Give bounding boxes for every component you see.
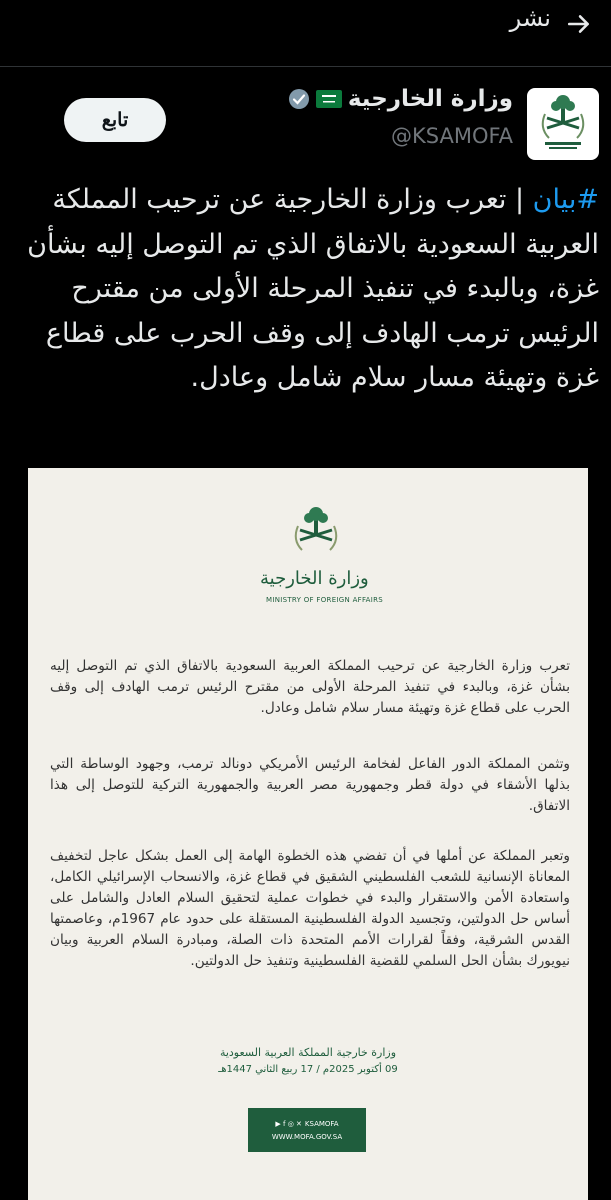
follow-button[interactable]: تابع — [64, 98, 166, 142]
divider — [0, 66, 611, 67]
social-icons: ▶ f ◎ ✕ — [275, 1119, 302, 1128]
ministry-logo-icon — [535, 94, 591, 154]
doc-paragraph-2: وتثمن المملكة الدور الفاعل لفخامة الرئيس الأمريكي دونالد ترمب، وجهود الوساطة التي بذلها الأشقاء في دولة قطر وجمهورية مصر العربية والجمهورية التركية للتوصل إلى هذا الاتفاق. — [50, 756, 570, 814]
top-bar — [0, 0, 611, 48]
footer-url: WWW.MOFA.GOV.SA — [271, 1132, 343, 1141]
doc-paragraph-3: وتعبر المملكة عن أملها في أن تفضي هذه الخطوة الهامة إلى العمل بشكل عاجل لتخفيف المعاناة الإنسانية للشعب الفلسطيني الشقيق في قطاع غزة، والانسحاب الإسرائيلي الكامل، واستعادة الأمن والاستقرار والبدء في خطوات عملية لتحقيق السلام العادل والشامل على أساس حل الدولتين، وتجسيد الدولة الفلسطينية المستقلة على حدود عام 1967م، وعاصمتها القدس الشرقية، وفقاً لقرارات الأمم المتحدة ذات الصلة، ومبادرة السلام العربية وبيان نيويورك بشأن الحل السلمي للقضية الفلسطينية وتنفيذ حل الدولتين. — [50, 848, 570, 969]
tweet-text — [11, 178, 599, 401]
verified-badge-icon — [288, 88, 310, 110]
doc-date: 09 أكتوبر 2025م / 17 ربيع الثاني 1447هـ — [218, 1064, 398, 1075]
logo-english-text: MINISTRY OF FOREIGN AFFAIRS — [266, 596, 384, 604]
statement-image[interactable] — [28, 468, 588, 1200]
doc-paragraph-1: تعرب وزارة الخارجية عن ترحيب المملكة العربية السعودية بالاتفاق الذي تم التوصل إليه بشأن غزة، وبالبدء في تنفيذ المرحلة الأولى من مقترح الرئيس ترمب الهادف إلى وقف الحرب على قطاع غزة وتهيئة مسار سلام شامل وعادل. — [50, 658, 570, 716]
arrow-right-icon — [566, 11, 592, 37]
saudi-flag-icon — [316, 90, 342, 108]
social-handle: KSAMOFA — [304, 1119, 339, 1128]
author-name[interactable]: وزارة الخارجية — [347, 86, 513, 112]
separator: | — [506, 184, 533, 215]
author-handle[interactable]: @KSAMOFA — [390, 124, 513, 148]
doc-footer — [248, 1108, 366, 1152]
back-button[interactable] — [561, 6, 597, 42]
logo-arabic-text: وزارة الخارجية — [260, 568, 369, 589]
ministry-emblem-icon — [288, 506, 344, 566]
author-row — [288, 86, 513, 112]
page-title: نشر — [509, 4, 551, 32]
tweet-body: تعرب وزارة الخارجية عن ترحيب المملكة العربية السعودية بالاتفاق الذي تم التوصل إليه بشأن غزة، وبالبدء في تنفيذ المرحلة الأولى من مقترح الرئيس ترمب الهادف إلى وقف الحرب على قطاع غزة وتهيئة مسار سلام شامل وعادل. — [27, 184, 599, 393]
hashtag-link[interactable]: #بيان — [532, 184, 599, 215]
social-row — [275, 1120, 338, 1128]
doc-signature: وزارة خارجية المملكة العربية السعودية — [219, 1046, 397, 1059]
avatar[interactable] — [527, 88, 599, 160]
